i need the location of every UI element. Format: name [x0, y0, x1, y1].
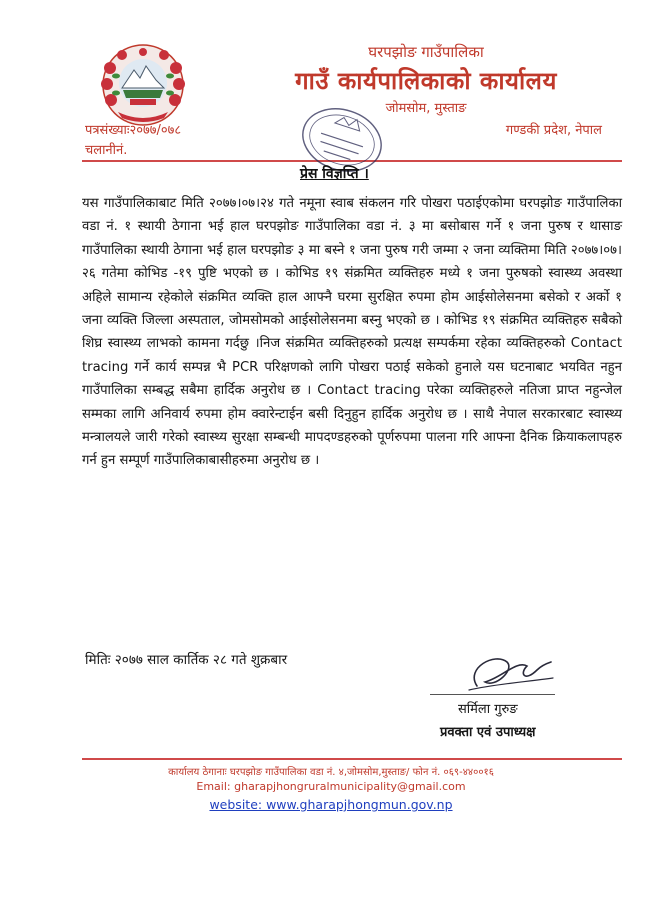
office-address: कार्यालय ठेगानाः घरपझोङ गाउँपालिका वडा नं. ४,जोमसोम,मुस्ताङ/ फोन नं. ०६९-४४००१६ [168, 767, 494, 778]
province-label: गण्डकी प्रदेश, नेपाल [505, 123, 602, 138]
press-release-body: यस गाउँपालिकाबाट मिति २०७७।०७।२४ गते नमूना स्वाब संकलन गरि पोखरा पठाईएकोमा घरपझोङ गाउँपालिका वडा नं. १ स्थायी ठेगाना भई हाल घरपझोङ गाउँपालिका वडा नं. ३ मा बसोबास गर्ने १ जना पुरुष र थासाङ गाउँपालिका स्थायी ठेगाना भई हाल घरपझोङ ३ मा बस्ने १ जना पुरुष गरी जम्मा २ जना व्यक्तिमा मिति २०७७।०७।२६ गतेमा कोभिड -१९ पुष्टि भएको छ । कोभिड १९ संक्रमित व्यक्तिहरु मध्ये १ जना पुरुषको स्वास्थ्य अवस्था अहिले सामान्य रहेकोले संक्रमित व्यक्ति हाल आफ्नै घरमा सुरक्षित रुपमा होम आईसोलेसनमा बसेको र अर्को १ जना व्यक्ति जिल्ला अस्पताल, जोमसोमको आईसोलेसनमा बस्नु भएको छ । कोभिड १९ संक्रमित व्यक्तिहरु सबैको शिघ्र स्वास्थ्य लाभको कामना गर्दछु ।निज संक्रमित व्यक्तिहरुको प्रत्यक्ष सम्पर्कमा रहेका व्यक्तिहरुको Contact tracing गर्ने कार्य सम्पन्न भै PCR परिक्षणको लागि पोखरा पठाई सकेको हुनाले यस घटनाबाट भयवित नहुन गाउँपालिका सम्बद्ध सबैमा हार्दिक अनुरोध छ । Contact tracing परेका व्यक्तिहरुले नतिजा प्राप्त नहुन्जेल सम्मका लागि अनिवार्य रुपमा होम क्वारेन्टाईन बसी दिनुहुन हार्दिक अनुरोध छ । साथै नेपाल सरकारबाट स्वास्थ्य मन्त्रालयले जारी गरेको स्वास्थ्य सुरक्षा सम्बन्धी मापदण्डहरुको पूर्णरुपमा पालना गरि आफ्ना दैनिक क्रियाकलापहरु गर्न हुन सम्पूर्ण गाउँपालिकाबासीहरुमा अनुरोध छ । [82, 196, 622, 469]
office-title: गाउँ कार्यपालिकाको कार्यालय [295, 67, 557, 95]
dispatch-number: चलानीनं. [85, 143, 128, 158]
reference-number: पत्रसंख्याः२०७७/०७८ [85, 123, 182, 138]
website-link[interactable]: website: www.gharapjhongmun.gov.np [209, 797, 453, 812]
signature-line [430, 694, 555, 695]
press-release-title: प्रेस विज्ञप्ति । [300, 166, 369, 182]
signature-icon [455, 648, 555, 696]
footer-divider [82, 758, 622, 760]
municipality-name: घरपझोङ गाउँपालिका [368, 43, 484, 61]
nepal-emblem-icon [98, 38, 188, 128]
release-date: मितिः २०७७ साल कार्तिक २८ गते शुक्रबार [85, 652, 288, 668]
office-location: जोमसोम, मुस्ताङ [385, 101, 467, 116]
signer-title: प्रवक्ता एवं उपाध्यक्ष [440, 725, 536, 740]
office-email: Email: gharapjhongruralmunicipality@gmail.com [196, 780, 466, 793]
signer-name: सर्मिला गुरुङ [458, 702, 518, 717]
